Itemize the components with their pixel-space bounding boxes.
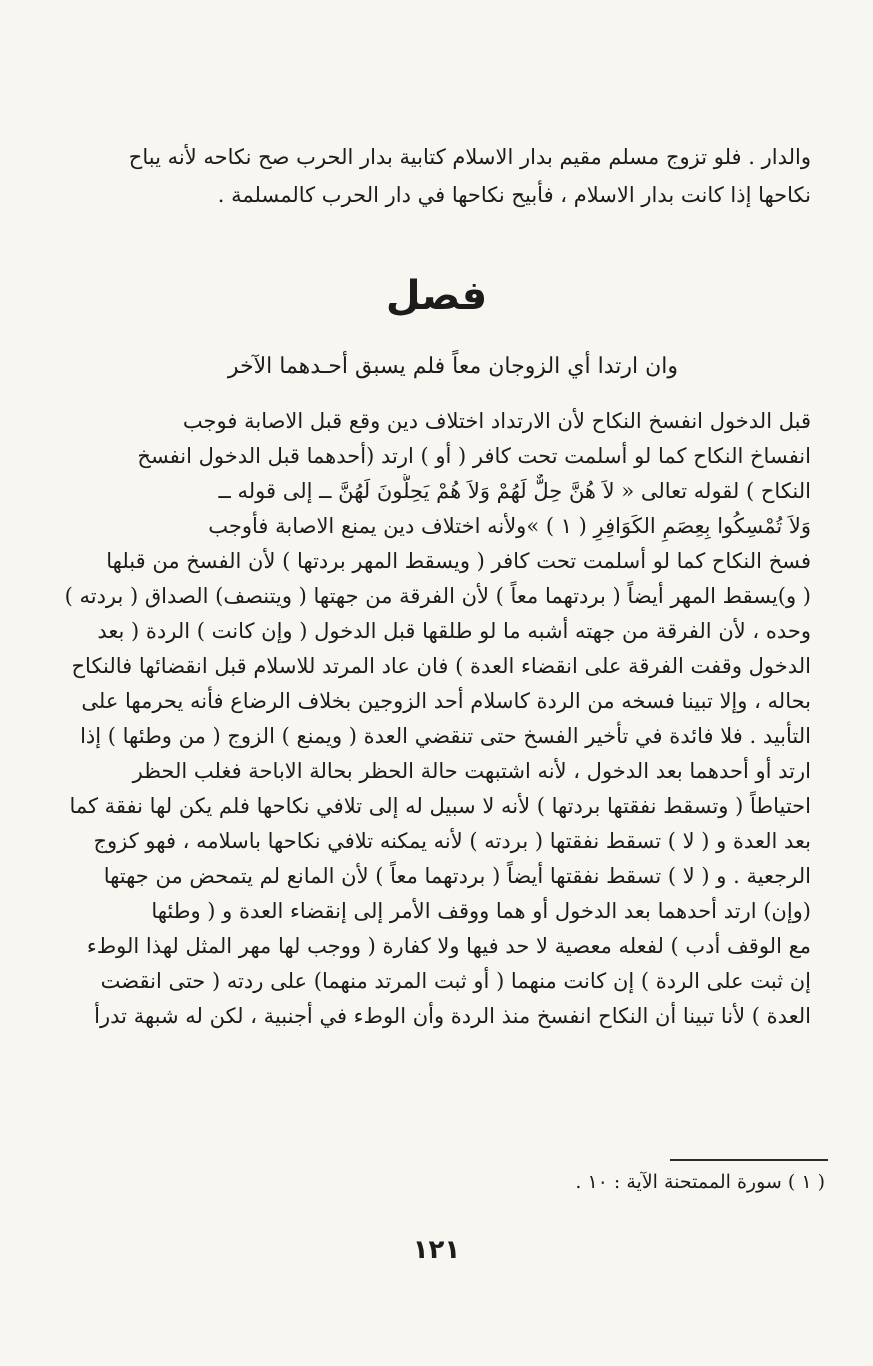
body-line: احتياطاً ( وتسقط نفقتها بردتها ) لأنه لا سبيل له إلى تلافي نكاحها فلم يكن لها نفقة كما (69, 794, 811, 818)
body-line: إن ثبت على الردة ) إن كانت منهما ( أو ثبت المرتد منهما) على ردته ( حتى انقضت (100, 969, 811, 993)
body-line: النكاح ) لقوله تعالى « لاَ هُنَّ حِلٌّ لَهُمْ وَلاَ هُمْ يَحِلُّونَ لَهُنَّ ــ إلى قوله ــ (218, 479, 811, 503)
body-line: الرجعية . و ( لا ) تسقط نفقتها أيضاً ( بردتهما معاً ) لأن المانع لم يتمحض من جهتها (103, 864, 811, 888)
intro-line: والدار . فلو تزوج مسلم مقيم بدار الاسلام كتابية بدار الحرب صح نكاحه لأنه يباح (128, 145, 811, 169)
body-line: ارتد أو أحدهما بعد الدخول ، لأنه اشتبهت حالة الحظر بحالة الاباحة فغلب الحظر (132, 759, 811, 783)
footnote: ( ١ ) سورة الممتحنة الآية : ١٠ . (575, 1171, 825, 1193)
body-line: بعد العدة و ( لا ) تسقط نفقتها ( بردته ) لأنه يمكنه تلافي نكاحها باسلامه ، فهو كزوج (93, 829, 811, 853)
body-line: فسخ النكاح كما لو أسلمت تحت كافر ( ويسقط المهر بردتها ) لأن الفسخ من قبلها (106, 549, 811, 573)
body-line: الدخول وقفت الفرقة على انقضاء العدة ) فان عاد المرتد للاسلام قبل انقضائها فالنكاح (71, 654, 811, 678)
main-paragraph (64, 404, 811, 1034)
body-line: قبل الدخول انفسخ النكاح لأن الارتداد اختلاف دين وقع قبل الاصابة فوجب (182, 409, 811, 433)
intro-line: نكاحها إذا كانت بدار الاسلام ، فأبيح نكاحها في دار الحرب كالمسلمة . (217, 183, 811, 207)
footnote-divider (670, 1159, 828, 1161)
body-line: انفساخ النكاح كما لو أسلمت تحت كافر ( أو ) ارتد (أحدهما قبل الدخول انفسخ (137, 444, 811, 468)
body-line: التأبيد . فلا فائدة في تأخير الفسخ حتى تنقضي العدة ( ويمنع ) الزوج ( من وطئها ) إذا (80, 724, 811, 748)
section-subheading: وان ارتدا أي الزوجان معاً فلم يسبق أحـدهما الآخر (227, 354, 678, 379)
body-line: العدة ) لأنا تبينا أن النكاح انفسخ منذ الردة وأن الوطء في أجنبية ، لكن له شبهة تدرأ (94, 1004, 811, 1028)
body-line: ( و)يسقط المهر أيضاً ( بردتهما معاً ) لأن الفرقة من جهتها ( ويتنصف) الصداق ( بردته ) (64, 584, 811, 608)
body-line: وَلاَ تُمْسِكُوا بِعِصَمِ الكَوَافِرِ ( ١ ) »ولأنه اختلاف دين يمنع الاصابة فأوجب (208, 514, 811, 538)
intro-paragraph (60, 138, 811, 214)
body-line: وحده ، لأن الفرقة من جهته أشبه ما لو طلقها قبل الدخول ( وإن كانت ) الردة ( بعد (97, 619, 811, 643)
body-line: مع الوقف أدب ) لفعله معصية لا حد فيها ولا كفارة ( ووجب لها مهر المثل لهذا الوطء (86, 934, 811, 958)
section-heading: فصل (385, 273, 488, 319)
body-line: بحاله ، وإلا تبينا فسخه من الردة كاسلام أحد الزوجين بخلاف الرضاع فأنه يحرمها على (81, 689, 811, 713)
body-line: (وإن) ارتد أحدهما بعد الدخول أو هما ووقف الأمر إلى إنقضاء العدة و ( وطئها (151, 899, 811, 923)
page-number: ١٢١ (412, 1235, 461, 1265)
